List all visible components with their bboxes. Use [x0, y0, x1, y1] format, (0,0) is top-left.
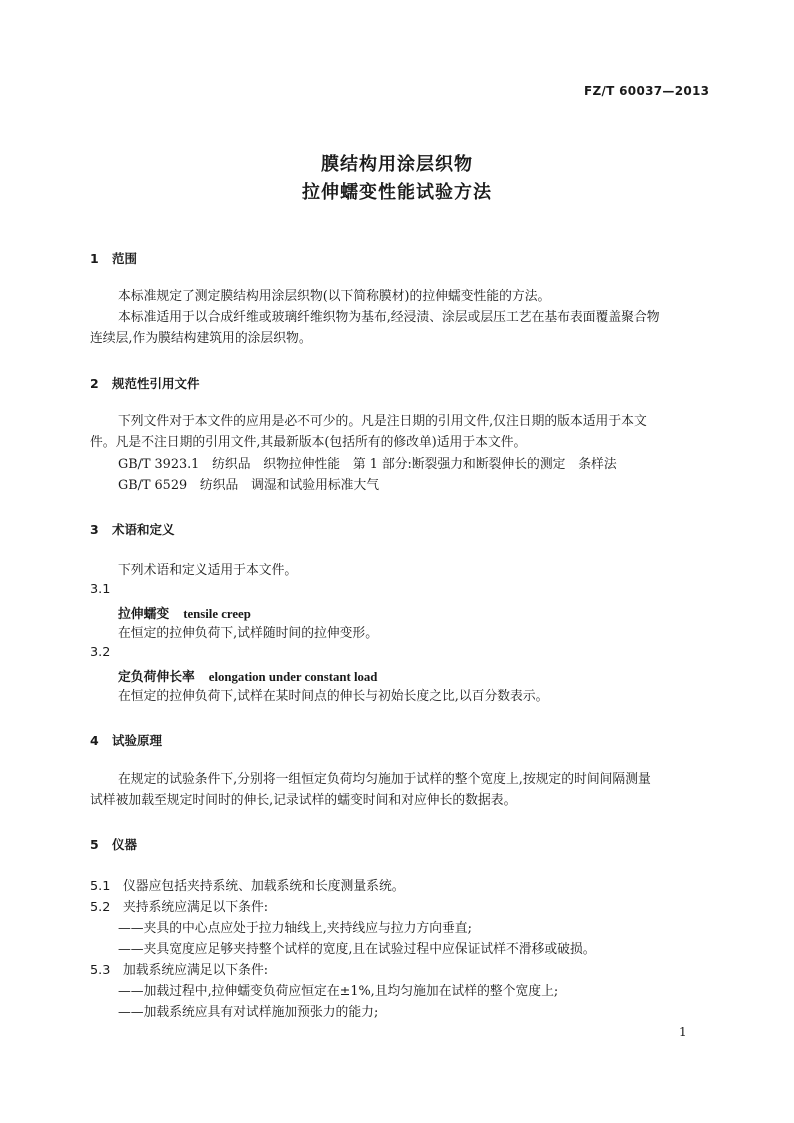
dash-list-item: ——夹具的中心点应处于拉力轴线上,夹持线应与拉力方向垂直;	[118, 921, 472, 936]
paragraph: 本标准适用于以合成纤维或玻璃纤维织物为基布,经浸渍、涂层或层压工艺在基布表面覆盖聚合物	[118, 310, 660, 325]
clause-number: 5.3	[90, 963, 111, 978]
term-number: 3.1	[90, 582, 111, 597]
clause	[90, 896, 268, 915]
paragraph: 下列术语和定义适用于本文件。	[118, 563, 298, 578]
term-definition: 在恒定的拉伸负荷下,试样随时间的拉伸变形。	[118, 626, 379, 641]
section-number: 5	[90, 837, 99, 852]
term-chinese: 定负荷伸长率	[118, 670, 195, 685]
reference-item: GB/T 6529 纺织品 调湿和试验用标准大气	[118, 478, 380, 493]
document-title-line2: 拉伸蠕变性能试验方法	[302, 182, 492, 203]
section-heading-normative-references	[90, 374, 200, 392]
paragraph: 连续层,作为膜结构建筑用的涂层织物。	[90, 331, 312, 346]
term-english: tensile creep	[183, 607, 251, 621]
clause-text: 加载系统应满足以下条件:	[123, 963, 269, 978]
document-title-line1: 膜结构用涂层织物	[321, 154, 473, 175]
dash-list-item: ——夹具宽度应足够夹持整个试样的宽度,且在试验过程中应保证试样不滑移或破损。	[118, 942, 596, 957]
page-number: 1	[679, 1025, 687, 1039]
section-heading-terms	[90, 520, 175, 538]
clause-text: 夹持系统应满足以下条件:	[123, 900, 269, 915]
section-title: 试验原理	[112, 733, 163, 748]
section-number: 4	[90, 733, 99, 748]
section-heading-principle	[90, 731, 162, 749]
paragraph: 本标准规定了测定膜结构用涂层织物(以下简称膜材)的拉伸蠕变性能的方法。	[118, 289, 551, 304]
clause	[90, 875, 405, 894]
term-number: 3.2	[90, 645, 111, 660]
section-number: 2	[90, 376, 99, 391]
reference-item: GB/T 3923.1 纺织品 织物拉伸性能 第 1 部分:断裂强力和断裂伸长的测定 条样法	[118, 457, 617, 472]
clause	[90, 959, 268, 978]
section-title: 范围	[112, 251, 138, 266]
paragraph: 试样被加载至规定时间时的伸长,记录试样的蠕变时间和对应伸长的数据表。	[90, 793, 517, 808]
term-entry	[118, 603, 251, 622]
paragraph: 在规定的试验条件下,分别将一组恒定负荷均匀施加于试样的整个宽度上,按规定的时间间隔测量	[118, 772, 651, 787]
section-title: 仪器	[112, 837, 138, 852]
section-heading-apparatus	[90, 835, 137, 853]
term-definition: 在恒定的拉伸负荷下,试样在某时间点的伸长与初始长度之比,以百分数表示。	[118, 689, 549, 704]
dash-list-item: ——加载过程中,拉伸蠕变负荷应恒定在±1%,且均匀施加在试样的整个宽度上;	[118, 984, 559, 999]
dash-list-item: ——加载系统应具有对试样施加预张力的能力;	[118, 1005, 379, 1020]
term-english: elongation under constant load	[208, 670, 378, 684]
clause-text: 仪器应包括夹持系统、加载系统和长度测量系统。	[123, 879, 405, 894]
paragraph: 下列文件对于本文件的应用是必不可少的。凡是注日期的引用文件,仅注日期的版本适用于本文	[118, 414, 647, 429]
section-number: 3	[90, 522, 99, 537]
section-title: 术语和定义	[112, 522, 175, 537]
section-number: 1	[90, 251, 99, 266]
term-entry	[118, 666, 377, 685]
standard-code: FZ/T 60037—2013	[584, 84, 710, 98]
clause-number: 5.1	[90, 879, 111, 894]
section-heading-scope	[90, 249, 137, 267]
clause-number: 5.2	[90, 900, 111, 915]
term-chinese: 拉伸蠕变	[118, 607, 170, 622]
section-title: 规范性引用文件	[112, 376, 200, 391]
paragraph: 件。凡是不注日期的引用文件,其最新版本(包括所有的修改单)适用于本文件。	[90, 435, 527, 450]
